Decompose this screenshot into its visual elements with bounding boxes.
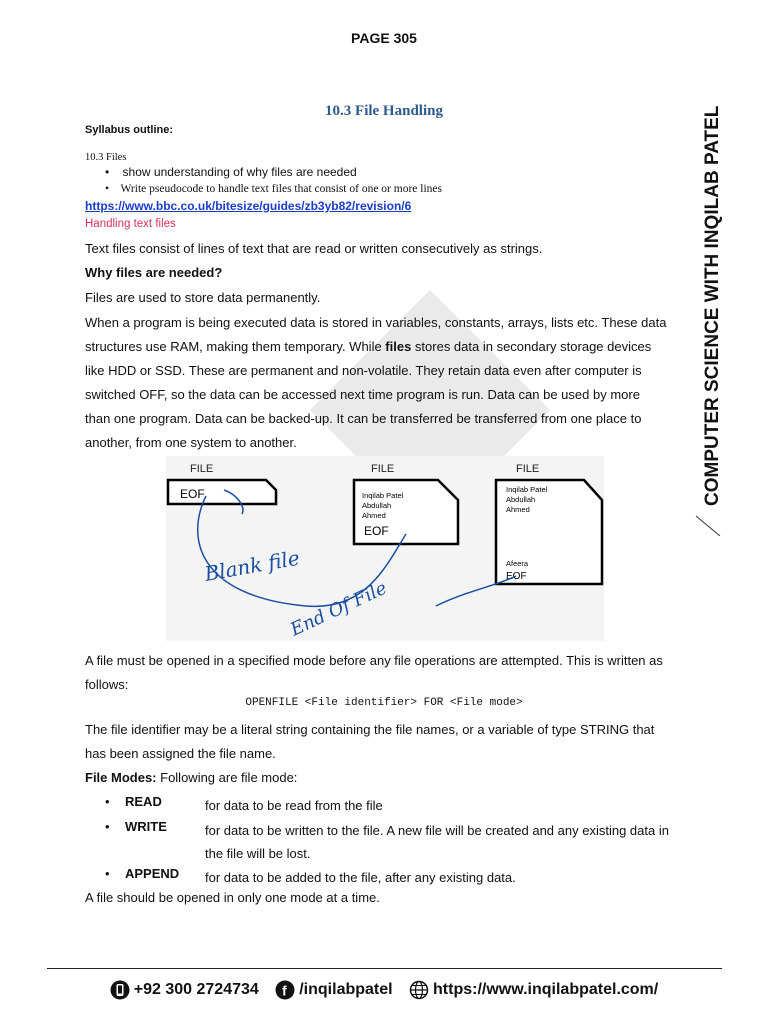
open-paragraph: A file must be opened in a specified mode before any file operations are attempted. This is written as follows: bbox=[85, 653, 663, 692]
syllabus-heading: Syllabus outline: bbox=[85, 124, 174, 136]
openfile-code: OPENFILE <File identifier> FOR <File mode> bbox=[245, 697, 523, 709]
main-paragraph: When a program is being executed data is stored in variables, constants, arrays, lists etc. These data structures use RAM, making them temporary. While files stores data in secondary storage devices like HDD or SSD. These are permanent and non-volatile. They retain data even after computer is switched OFF, so the data can be accessed next time program is run. Data can be used by more than one program. Data can be backed-up. It can be transferred be transferred from one place to another, from one system to another. bbox=[85, 315, 667, 450]
file-label-2: FILE bbox=[371, 463, 395, 475]
globe-icon bbox=[409, 980, 429, 1000]
identifier-paragraph: The file identifier may be a literal string containing the file names, or a variable of type STRING that has been assigned the file name. bbox=[85, 722, 655, 761]
file2-line-2: Abdullah bbox=[362, 501, 392, 510]
file2-eof: EOF bbox=[364, 524, 389, 538]
syllabus-bullet-1: • show understanding of why files are needed bbox=[105, 165, 357, 179]
file3-eof: EOF bbox=[506, 571, 527, 582]
footer-phone: +92 300 2724734 bbox=[110, 980, 259, 1000]
page-number: PAGE 305 bbox=[351, 30, 417, 46]
subheading: Handling text files bbox=[85, 218, 176, 230]
topic-label: 10.3 Files bbox=[85, 152, 127, 163]
footer-website[interactable]: https://www.inqilabpatel.com/ bbox=[409, 980, 658, 1000]
footer-facebook[interactable]: f /inqilabpatel bbox=[275, 980, 392, 1000]
modes-intro: File Modes: Following are file mode: bbox=[85, 770, 298, 785]
file3-line-1: Inqilab Patel bbox=[506, 485, 548, 494]
why-line: Files are used to store data permanently. bbox=[85, 290, 321, 305]
phone-icon bbox=[110, 980, 130, 1000]
footer bbox=[0, 980, 768, 1005]
file3-line-3: Ahmed bbox=[506, 505, 530, 514]
file2-line-3: Ahmed bbox=[362, 511, 386, 520]
file3-last: Afeera bbox=[506, 559, 529, 568]
why-heading: Why files are needed? bbox=[85, 265, 223, 280]
file-label-3: FILE bbox=[516, 463, 540, 475]
closing-line: A file should be opened in only one mode at a time. bbox=[85, 890, 380, 905]
svg-text:f: f bbox=[282, 982, 287, 999]
syllabus-bullet-2: • Write pseudocode to handle text files that consist of one or more lines bbox=[105, 183, 442, 195]
handwritten-end-of-file: End Of File bbox=[287, 577, 391, 641]
footer-divider bbox=[47, 968, 722, 969]
bbc-link[interactable]: https://www.bbc.co.uk/bitesize/guides/zb3yb82/revision/6 bbox=[85, 199, 412, 213]
file2-line-1: Inqilab Patel bbox=[362, 491, 404, 500]
section-title: 10.3 File Handling bbox=[325, 103, 443, 119]
handwritten-blank-file: Blank file bbox=[202, 545, 302, 586]
file-diagram bbox=[166, 456, 604, 641]
file1-eof: EOF bbox=[180, 487, 205, 501]
intro-text: Text files consist of lines of text that are read or written consecutively as strings. bbox=[85, 241, 543, 256]
side-banner bbox=[690, 16, 730, 516]
side-banner-text: COMPUTER SCIENCE WITH INQILAB PATEL bbox=[702, 105, 723, 506]
file3-line-2: Abdullah bbox=[506, 495, 536, 504]
file-label-1: FILE bbox=[190, 463, 214, 475]
facebook-icon bbox=[275, 980, 295, 1000]
